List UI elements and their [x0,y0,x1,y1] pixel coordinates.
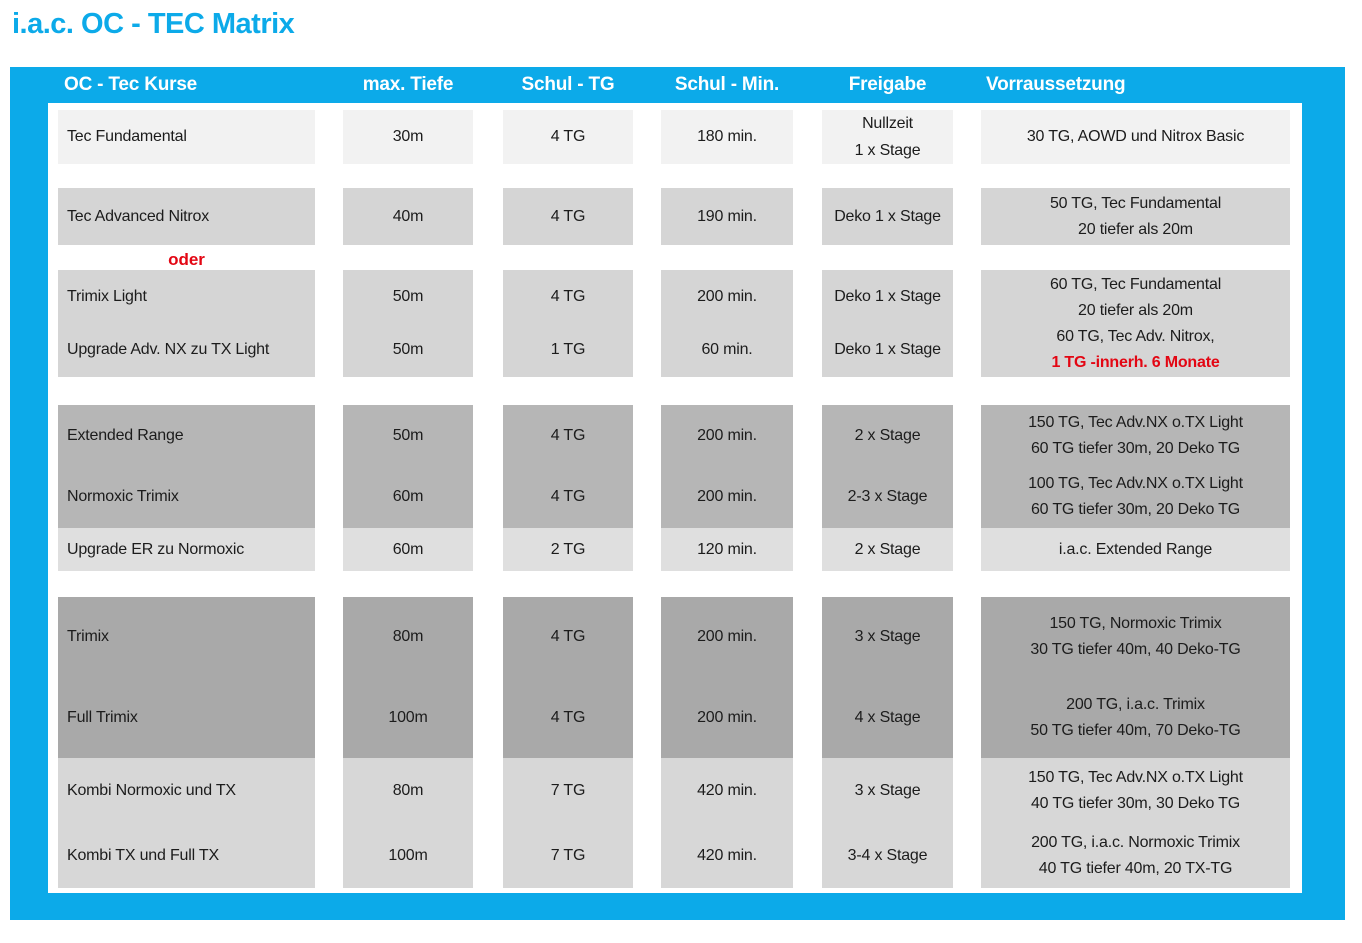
kurs-line: Kombi TX und Full TX [67,846,219,864]
vorr-paragraph [1030,692,1240,744]
vorr-line: 20 tiefer als 20m [1078,220,1193,238]
vorr-line: 40 TG tiefer 30m, 30 Deko TG [1030,794,1240,812]
cell-kurs-tec-fundamental: Tec Fundamental [58,110,315,164]
column-header-tiefe: max. Tiefe [362,74,454,95]
cell-min-kombi-block [661,758,793,888]
cell-kurs-trimix-block [58,597,315,758]
cell-freigabe-upgrade-er: 2 x Stage [822,528,953,571]
cell-tg-trimix-light-block [503,270,633,377]
cell-kurs-extended-range-block [58,405,315,528]
cell-vorr-tec-fundamental: 30 TG, AOWD und Nitrox Basic [981,110,1290,164]
kurs-line: Upgrade Adv. NX zu TX Light [67,341,270,359]
cell-freigabe-tec-advanced-nitrox: Deko 1 x Stage [822,188,953,245]
kurs-line: Normoxic Trimix [67,488,179,506]
vorr-paragraph [1028,410,1243,462]
cell-tg-tec-fundamental: 4 TG [503,110,633,164]
cell-vorr-trimix-light-block [981,270,1290,377]
vorr-line: 150 TG, Normoxic Trimix [1049,615,1222,633]
tiefe-line: 50m [392,426,424,444]
tiefe-line: 100m [388,708,428,726]
freigabe-line: 3 x Stage [854,628,921,646]
freigabe-line: 3-4 x Stage [847,846,928,864]
kurs-line: Trimix Light [67,287,147,305]
cell-min-trimix-light-block [661,270,793,377]
min-line: 200 min. [697,426,757,444]
vorr-paragraph [1030,611,1240,663]
freigabe-line: Deko 1 x Stage [834,287,941,305]
vorr-paragraph [1031,830,1240,882]
cell-tiefe-extended-range-block [343,405,473,528]
min-line: 420 min. [697,846,757,864]
cell-kurs-tec-advanced-nitrox: Tec Advanced Nitrox [58,188,315,245]
freigabe-line: 2 x Stage [854,426,921,444]
freigabe-line: 2-3 x Stage [847,488,928,506]
kurs-line: Kombi Normoxic und TX [67,781,236,799]
column-header-freigabe: Freigabe [848,74,927,95]
cell-min-upgrade-er: 120 min. [661,528,793,571]
freigabe-line: Deko 1 x Stage [834,341,941,359]
min-line: 60 min. [701,341,753,359]
min-line: 200 min. [697,708,757,726]
cell-kurs-upgrade-er: Upgrade ER zu Normoxic [58,528,315,571]
tg-line: 7 TG [550,846,586,864]
vorr-line: 100 TG, Tec Adv.NX o.TX Light [1028,475,1243,493]
column-header-schul-tg: Schul - TG [521,74,615,95]
cell-tg-kombi-block [503,758,633,888]
cell-vorr-trimix-block [981,597,1290,758]
cell-tiefe-tec-advanced-nitrox: 40m [343,188,473,245]
vorr-paragraph [1028,765,1243,817]
vorr-line: 60 TG, Tec Adv. Nitrox, [1056,327,1215,345]
cell-freigabe-trimix-light-block [822,270,953,377]
min-line: 200 min. [697,488,757,506]
vorr-line: 60 TG tiefer 30m, 20 Deko TG [1030,501,1240,519]
tg-line: 4 TG [550,287,586,305]
cell-tiefe-upgrade-er: 60m [343,528,473,571]
cell-tg-extended-range-block [503,405,633,528]
kurs-line: Full Trimix [67,708,138,726]
freigabe-line: 1 x Stage [854,141,921,159]
column-header-vorraussetzung: Vorraussetzung [986,74,1126,95]
cell-tg-upgrade-er: 2 TG [503,528,633,571]
cell-min-tec-fundamental: 180 min. [661,110,793,164]
vorr-line: 200 TG, i.a.c. Trimix [1066,695,1205,713]
tg-line: 7 TG [550,781,586,799]
cell-vorr-tec-advanced-nitrox [981,188,1290,245]
cell-vorr-extended-range-block [981,405,1290,528]
vorr-line: 60 TG tiefer 30m, 20 Deko TG [1030,439,1240,457]
column-header-kurse: OC - Tec Kurse [64,74,198,95]
cell-min-tec-advanced-nitrox: 190 min. [661,188,793,245]
cell-min-trimix-block [661,597,793,758]
tiefe-line: 50m [392,341,424,359]
cell-freigabe-extended-range-block [822,405,953,528]
kurs-line: Extended Range [67,426,184,444]
oder-note: oder [168,250,205,269]
tiefe-line: 50m [392,287,424,305]
page-title: i.a.c. OC - TEC Matrix [12,8,295,40]
cell-vorr-kombi-block [981,758,1290,888]
cell-min-extended-range-block [661,405,793,528]
cell-freigabe-trimix-block [822,597,953,758]
cell-kurs-kombi-block [58,758,315,888]
column-header-schul-min: Schul - Min. [674,74,780,95]
tg-line: 1 TG [550,341,586,359]
vorr-line: 30 TG tiefer 40m, 40 Deko-TG [1030,641,1241,659]
cell-tiefe-trimix-block [343,597,473,758]
cell-kurs-trimix-light-block [58,270,315,377]
vorr-line: 150 TG, Tec Adv.NX o.TX Light [1028,413,1243,431]
vorr-line: 50 TG tiefer 40m, 70 Deko-TG [1030,721,1241,739]
vorr-line: 50 TG, Tec Fundamental [1049,194,1222,212]
vorr-line-highlight: 1 TG -innerh. 6 Monate [1051,353,1220,371]
cell-tg-tec-advanced-nitrox: 4 TG [503,188,633,245]
freigabe-line: Nullzeit [862,114,913,132]
vorr-line: 20 tiefer als 20m [1078,301,1193,319]
cell-freigabe-kombi-block [822,758,953,888]
tiefe-line: 60m [392,488,424,506]
cell-tiefe-kombi-block [343,758,473,888]
cell-tg-trimix-block [503,597,633,758]
min-line: 200 min. [697,287,757,305]
tg-line: 4 TG [550,426,586,444]
cell-tiefe-tec-fundamental: 30m [343,110,473,164]
vorr-line: 150 TG, Tec Adv.NX o.TX Light [1028,768,1243,786]
vorr-line: 200 TG, i.a.c. Normoxic Trimix [1031,833,1240,851]
cell-vorr-upgrade-er: i.a.c. Extended Range [981,528,1290,571]
matrix-panel [10,67,1345,920]
tiefe-line: 80m [392,781,424,799]
vorr-line: 40 TG tiefer 40m, 20 TX-TG [1038,859,1233,877]
vorr-line: 60 TG, Tec Fundamental [1049,275,1222,293]
freigabe-line: 4 x Stage [854,708,921,726]
cell-freigabe-tec-fundamental [822,110,953,164]
freigabe-line: 3 x Stage [854,781,921,799]
min-line: 200 min. [697,628,757,646]
tg-line: 4 TG [550,488,586,506]
tiefe-line: 100m [388,846,428,864]
tiefe-line: 80m [392,628,424,646]
vorr-paragraph [1028,471,1243,523]
tg-line: 4 TG [550,628,586,646]
cell-tiefe-trimix-light-block [343,270,473,377]
min-line: 420 min. [697,781,757,799]
kurs-line: Trimix [67,628,109,646]
tg-line: 4 TG [550,708,586,726]
